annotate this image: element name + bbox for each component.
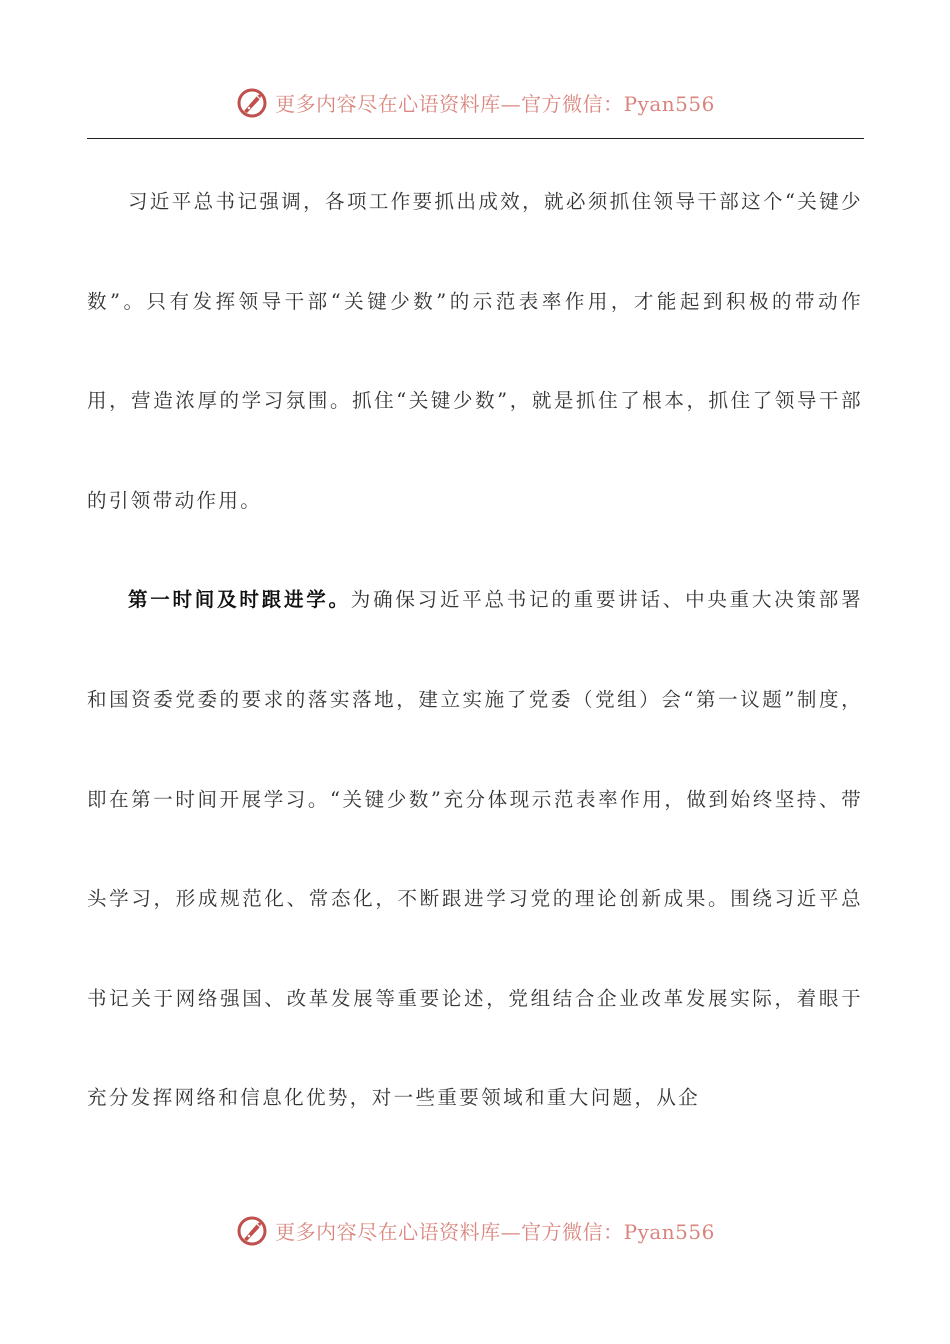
footer-banner-text: 更多内容尽在心语资料库—官方微信：Pyan556 (275, 1219, 715, 1244)
paragraph-2 (87, 550, 863, 1148)
paragraph-2-text: 为确保习近平总书记的重要讲话、中央重大决策部署和国资委党委的要求的落实落地，建立实施了党委（党组）会“第一议题”制度，即在第一时间开展学习。“关键少数”充分体现示范表率作用，做到始终坚持、带头学习，形成规范化、常态化，不断跟进学习党的理论创新成果。围绕习近平总书记关于网络强国、改革发展等重要论述，党组结合企业改革发展实际，着眼于充分发挥网络和信息化优势，对一些重要领域和重大问题，从企 (87, 588, 863, 1110)
document-body (87, 152, 863, 1148)
header-banner (0, 84, 950, 120)
paragraph-1: 习近平总书记强调，各项工作要抓出成效，就必须抓住领导干部这个“关键少数”。只有发挥领导干部“关键少数”的示范表率作用，才能起到积极的带动作用，营造浓厚的学习氛围。抓住“关键少数”，就是抓住了根本，抓住了领导干部的引领带动作用。 (87, 190, 864, 512)
pen-nib-circle-icon (235, 84, 271, 120)
footer-banner (0, 1212, 950, 1248)
header-divider (87, 138, 864, 139)
paragraph-2-lead: 第一时间及时跟进学。 (127, 588, 351, 612)
pen-nib-circle-icon (235, 1212, 271, 1248)
header-banner-text: 更多内容尽在心语资料库—官方微信：Pyan556 (275, 91, 715, 116)
